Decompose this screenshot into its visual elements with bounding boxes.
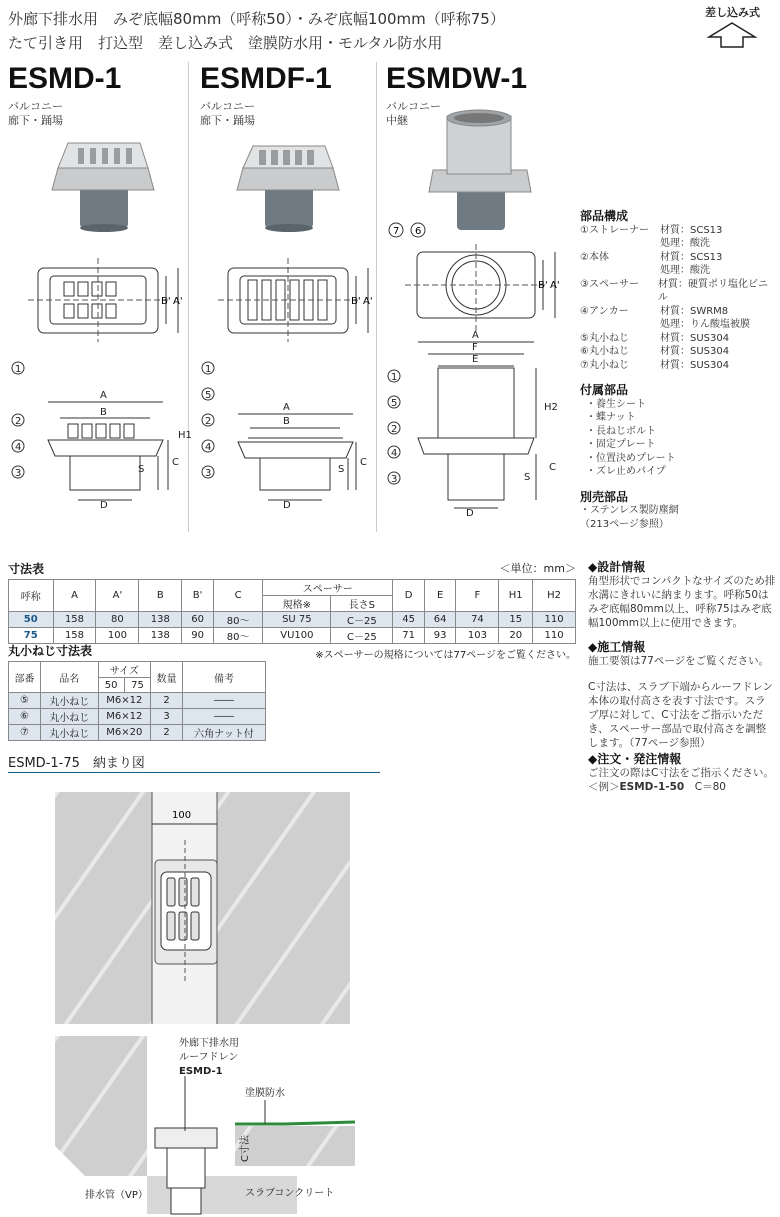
part-name [580,318,660,332]
dim-label-b: B [283,416,290,427]
accessories-item: ・長ねじボルト [586,425,656,437]
dims-cell: 80 [96,612,139,628]
parts-row [580,345,775,359]
model-title-esmd: ESMD-1 [8,62,122,95]
separate-title: 別売部品 [580,489,629,504]
callout-4: 4 [15,442,22,453]
callout-2: 2 [205,416,212,427]
screw-cell: 2 [151,693,183,709]
part-name: ④アンカー [580,305,629,317]
section-view-esmdw [384,328,574,528]
part-spec: 材質：SCS13 [660,251,723,263]
dims-table-note: ※スペーサーの規格については77ページをご覧ください。 [315,650,576,661]
part-spec: 材質：SUS304 [660,332,730,344]
col-header: H2 [533,580,576,612]
col-header: スペーサー [263,580,393,596]
dim-label-d: D [466,508,474,519]
screw-cell: 丸小ねじ [40,725,98,741]
use-label: 廊下・踊場 [8,114,63,127]
col-header: D [393,580,425,612]
callout-1: 1 [15,364,22,375]
product-photo-esmd [50,138,160,233]
product-photo-esmdw [425,108,535,233]
part-spec: 処理：りん酸塩被膜 [660,319,750,330]
parts-row [580,264,775,278]
dims-cell: 71 [393,628,425,644]
model-uses-esmd [8,100,63,128]
accessories-title: 付属部品 [580,383,629,397]
parts-row [580,305,775,319]
dims-cell: 64 [424,612,456,628]
part-name: ⑦丸小ねじ [580,359,629,371]
screw-cell: ⑤ [9,693,41,709]
part-name: ①ストレーナー [580,224,649,236]
order-example-prefix: ＜例＞ [588,781,620,793]
dims-cell: 110 [533,612,576,628]
dims-cell: 158 [53,628,96,644]
header-line-1: 外廊下排水用 みぞ底幅80mm（呼称50）・みぞ底幅100mm（呼称75） [8,10,505,28]
screw-row [9,709,266,725]
dims-cell: 158 [53,612,96,628]
insert-type-badge [695,4,770,53]
part-name [580,237,660,251]
screw-cell: ―― [183,709,266,725]
install-title [8,752,145,771]
part-name: ⑤丸小ねじ [580,332,629,344]
order-text: ご注文の際はC寸法をご指示ください。 [588,767,774,779]
model-title-esmdf: ESMDF-1 [200,62,332,95]
dims-cell: 138 [139,628,182,644]
col-header: 品名 [40,662,98,693]
dim-label-a: A [472,330,479,341]
dim-100-label: 100 [172,810,192,821]
callout-3: 3 [15,468,22,479]
callout-2: 2 [15,416,22,427]
screw-row [9,725,266,741]
product-photo-esmdf [235,138,345,233]
screw-cell: M6×12 [98,709,151,725]
callout-4: 4 [205,442,212,453]
screw-cell: M6×12 [98,693,151,709]
dims-cell: VU100 [263,628,331,644]
dim-label-e: E [472,354,479,365]
order-example-suffix: C＝80 [684,781,726,793]
parts-row [580,224,775,238]
screw-table-block [8,642,266,741]
install-title-text: ESMD-1-75 納まり図 [8,756,145,771]
part-spec: 材質：SCS13 [660,224,723,236]
parts-row [580,359,775,373]
screw-cell: 2 [151,725,183,741]
label-c-dimension: C寸法 [240,1135,251,1162]
label-drain-model: ESMD-1 [179,1066,223,1077]
parts-title: 部品構成 [580,209,629,223]
construction-text-2: C寸法は、スラブ下端からルーフドレン本体の取付高さを表す寸法です。スラブ厚に対して、C寸法をご指示いただき、スペーサー部品で取付高さを調整します。（77ページ参照） [588,681,774,749]
header-line-2: たて引き用 打込型 差し込み式 塗膜防水用・モルタル防水用 [8,34,443,52]
col-header: E [424,580,456,612]
plan-view-esmd [28,256,183,346]
col-header: 部番 [9,662,41,693]
design-text: 角型形状でコンパクトなサイズのため排水溝にきれいに納まります。呼称50はみぞ底幅80mm以上、呼称75はみぞ底幅100mm以上に使用できます。 [588,575,776,629]
construction-text-1: 施工要領は77ページをご覧ください。 [588,655,770,667]
dims-cell: 60 [182,612,214,628]
install-plan-diagram [55,792,350,1024]
divider [188,62,189,532]
dim-label-d: D [100,500,108,511]
part-spec: 処理：酸洗 [660,265,710,276]
dims-cell: C－25 [331,612,393,628]
dims-cell: 110 [533,628,576,644]
part-spec: 材質：硬質ポリ塩化ビニル [658,278,768,303]
section-view-esmdf [198,360,378,520]
screw-cell: ⑥ [9,709,41,725]
dim-label-f: F [472,342,478,353]
screw-cell: ⑦ [9,725,41,741]
callout-7: 7 [393,226,400,237]
plan-view-esmdw [385,222,565,344]
col-header: 呼称 [9,580,54,612]
callout-2: 2 [391,424,398,435]
install-title-underline [8,772,380,773]
screw-table-title: 丸小ねじ寸法表 [8,644,93,658]
part-spec: 材質：SWRM8 [660,305,729,317]
part-name: ⑥丸小ねじ [580,346,629,357]
separate-item: （213ページ参照） [580,518,669,530]
dims-table-title: 寸法表 [8,562,45,576]
col-subheader: 75 [124,678,150,693]
label-slab: スラブコンクリート [245,1188,335,1199]
screw-cell: 3 [151,709,183,725]
screw-cell: ―― [183,693,266,709]
order-info [588,752,776,794]
dim-label-bp: B' [351,296,361,307]
dims-cell: 80～ [213,612,262,628]
callout-3: 3 [205,468,212,479]
parts-list [580,210,775,531]
dims-cell: 93 [424,628,456,644]
dim-label-s: S [138,464,145,475]
dims-cell: 15 [499,612,533,628]
screw-cell: 六角ナット付 [183,725,266,741]
dim-label-ap: A' [173,296,183,307]
col-header: H1 [499,580,533,612]
screw-row [9,693,266,709]
dim-label-ap: A' [363,296,373,307]
callout-5: 5 [391,398,398,409]
col-header: B [139,580,182,612]
col-header: サイズ [98,662,151,678]
dims-cell: 74 [456,612,499,628]
accessories-item: ・固定プレート [586,439,656,450]
part-spec: 材質：SUS304 [660,359,730,371]
callout-1: 1 [391,372,398,383]
model-uses-esmdf [200,100,255,128]
dims-cell: C－25 [331,628,393,644]
accessories-item: ・ズレ止めパイプ [586,466,666,477]
dim-label-h2: H2 [544,402,558,413]
callout-3: 3 [391,474,398,485]
dim-label-s: S [338,464,345,475]
callout-6: 6 [415,226,422,237]
use-label: バルコニー [386,100,441,113]
dims-cell: 45 [393,612,425,628]
dims-row [9,612,576,628]
screw-table [8,661,266,741]
model-title-esmdw: ESMDW-1 [386,62,528,95]
up-arrow-icon [695,20,770,50]
section-view-esmd [8,360,192,520]
parts-row [580,318,775,332]
dim-label-s: S [524,472,531,483]
col-header: B' [182,580,214,612]
dim-label-c: C [549,462,556,473]
construction-info [588,640,776,750]
label-drain-line1: 外廊下排水用 [179,1038,239,1049]
badge-label: 差し込み式 [705,6,760,19]
dim-label-d: D [283,500,291,511]
use-label: バルコニー [8,100,63,113]
plan-view-esmdf [218,256,373,346]
callout-1: 1 [205,364,212,375]
dims-cell: 103 [456,628,499,644]
dims-cell: 20 [499,628,533,644]
use-label: 廊下・踊場 [200,114,255,127]
dim-label-a: A [100,390,107,401]
screw-cell: M6×20 [98,725,151,741]
dim-label-a: A [283,402,290,413]
col-subheader: 規格※ [263,596,331,612]
label-drain-line2: ルーフドレン [179,1052,239,1063]
order-example-code: ESMD-1-50 [619,781,685,793]
dim-label-bp: B' [538,280,548,291]
dims-cell: 100 [96,628,139,644]
order-example [588,780,776,794]
construction-title: ◆施工情報 [588,640,646,654]
col-header: 数量 [151,662,183,693]
part-name: ③スペーサー [580,278,639,290]
callout-5: 5 [205,390,212,401]
dim-label-c: C [172,457,179,468]
separate-item: ・ステンレス製防塵網 [580,505,679,516]
use-label: 中継 [386,114,408,127]
col-header: 備考 [183,662,266,693]
screw-cell: 丸小ねじ [40,693,98,709]
use-label: バルコニー [200,100,255,113]
design-title: ◆設計情報 [588,560,646,574]
parts-row [580,251,775,265]
dims-cell: 90 [182,628,214,644]
callout-4: 4 [391,448,398,459]
part-name: ②本体 [580,251,609,263]
part-name [580,264,660,278]
col-subheader: 50 [98,678,124,693]
col-subheader: 長さS [331,596,393,612]
dims-cell: 50 [9,612,54,628]
dim-label-bp: B' [161,296,171,307]
dims-table-unit: ＜単位：mm＞ [499,562,576,575]
design-info [588,560,776,630]
col-header: A [53,580,96,612]
part-spec: 材質：SUS304 [660,346,730,357]
dims-cell: SU 75 [263,612,331,628]
dim-label-c: C [360,457,367,468]
dim-label-ap: A' [550,280,560,291]
part-spec: 処理：酸洗 [660,238,710,249]
dims-cell: 80～ [213,628,262,644]
parts-row [580,332,775,346]
col-header: A' [96,580,139,612]
parts-row [580,237,775,251]
order-title: ◆注文・発注情報 [588,752,682,766]
dims-cell: 138 [139,612,182,628]
dim-label-b: B [100,407,107,418]
dims-cell: 75 [9,628,54,644]
label-membrane: 塗膜防水 [245,1088,285,1099]
screw-cell: 丸小ねじ [40,709,98,725]
dimension-table [8,579,576,644]
parts-row [580,278,775,305]
accessories-item: ・蝶ナット [586,412,636,423]
install-section-diagram [55,1036,355,1214]
col-header: F [456,580,499,612]
accessories-item: ・位置決めプレート [586,452,676,464]
accessories-item: ・養生シート [586,398,646,410]
label-drain-pipe: 排水管（VP） [85,1190,148,1201]
col-header: C [213,580,262,612]
dim-label-h1: H1 [178,430,192,441]
